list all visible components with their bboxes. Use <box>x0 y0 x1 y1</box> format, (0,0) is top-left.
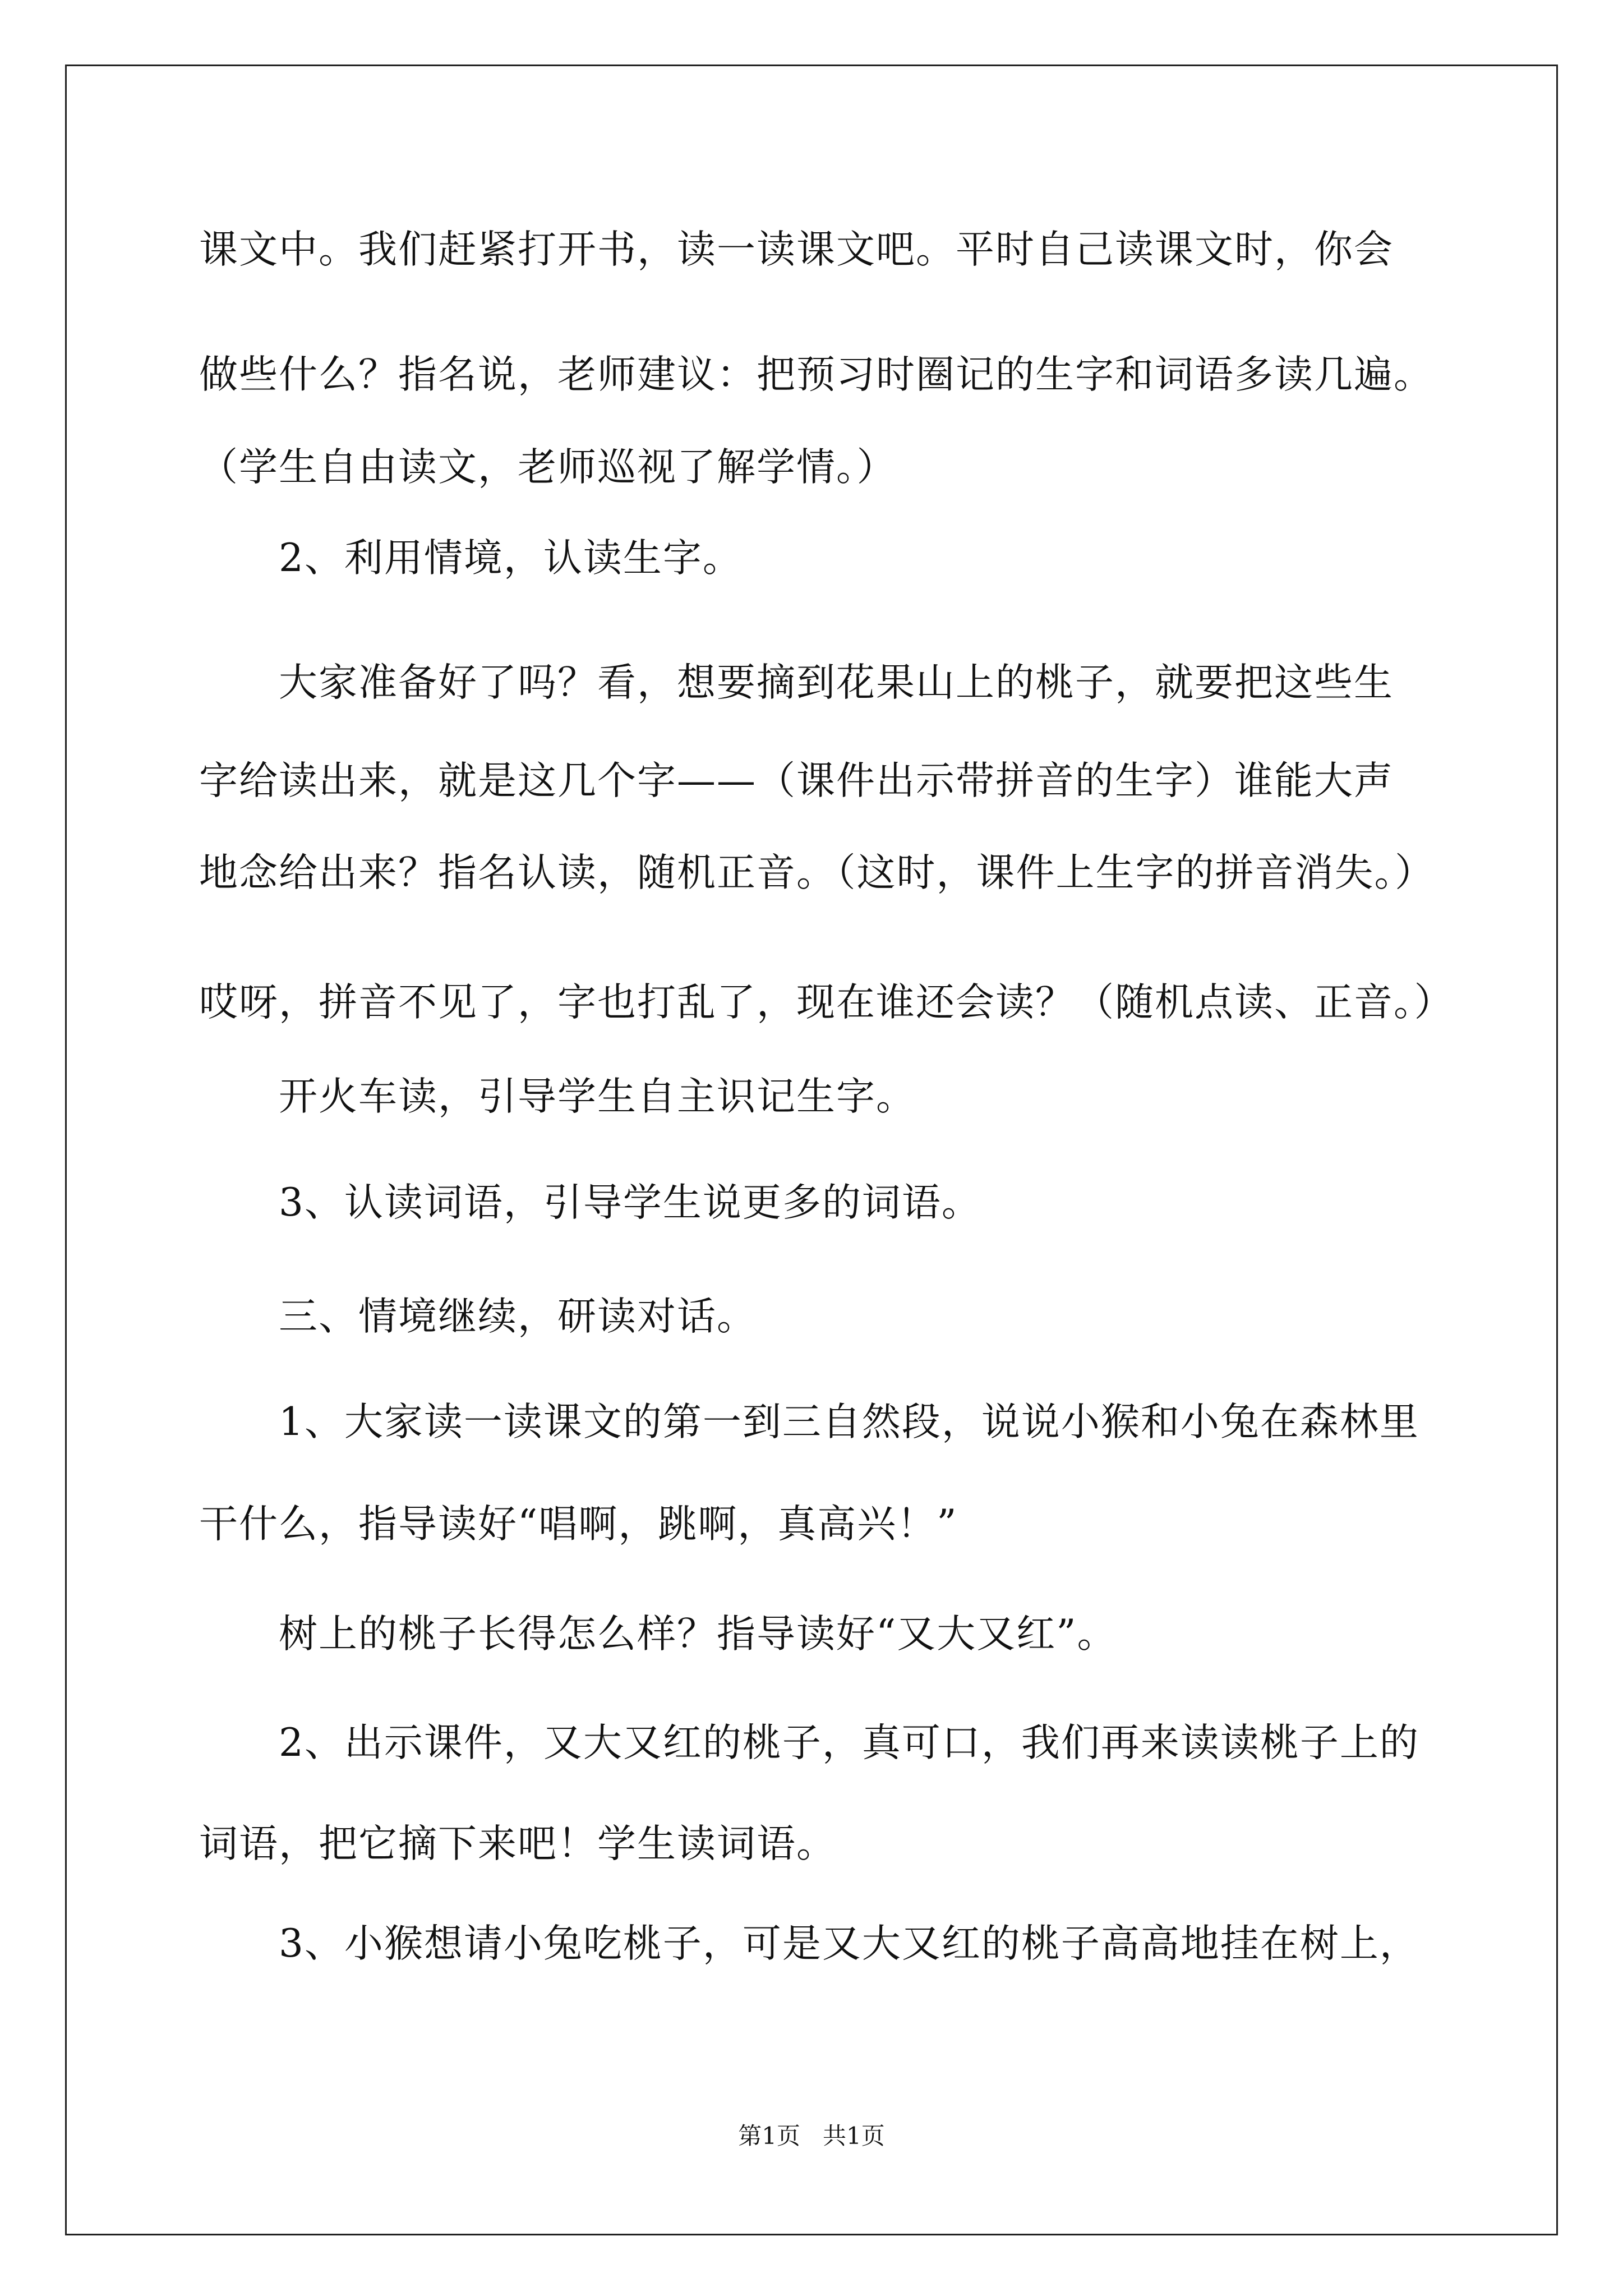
text-line: 开火车读，引导学生自主识记生字。 <box>279 1074 916 1119</box>
page-footer: 第1页 共1页 <box>738 2122 885 2150</box>
text-line: 3、小猴想请小兔吃桃子，可是又大又红的桃子高高地挂在树上， <box>279 1921 1419 1966</box>
text-line: （学生自由读文，老师巡视了解学情。） <box>199 445 897 490</box>
text-line: 3、认读词语，引导学生说更多的词语。 <box>279 1180 981 1225</box>
text-line: 地念给出来？指名认读，随机正音。（这时，课件上生字的拼音消失。） <box>199 850 1435 895</box>
text-line: 课文中。我们赶紧打开书，读一读课文吧。平时自己读课文时，你会 <box>199 227 1394 272</box>
text-line: 2、出示课件，又大又红的桃子，真可口，我们再来读读桃子上的 <box>279 1720 1419 1765</box>
text-line: 哎呀，拼音不见了，字也打乱了，现在谁还会读？（随机点读、正音。） <box>199 980 1454 1025</box>
text-line: 1、大家读一读课文的第一到三自然段，说说小猴和小兔在森林里 <box>279 1400 1419 1444</box>
text-line: 2、利用情境，认读生字。 <box>279 536 743 581</box>
text-line: 做些什么？指名说，老师建议：把预习时圈记的生字和词语多读几遍。 <box>199 352 1433 397</box>
text-line: 树上的桃子长得怎么样？指导读好“又大又红”。 <box>279 1612 1117 1657</box>
text-line: 干什么，指导读好“唱啊，跳啊，真高兴！” <box>199 1502 958 1547</box>
text-line: 字给读出来，就是这几个字——（课件出示带拼音的生字）谁能大声 <box>199 758 1394 803</box>
text-line: 词语，把它摘下来吧！学生读词语。 <box>199 1821 836 1866</box>
text-line: 三、情境继续，研读对话。 <box>279 1294 757 1339</box>
text-line: 大家准备好了吗？看，想要摘到花果山上的桃子，就要把这些生 <box>279 660 1394 705</box>
